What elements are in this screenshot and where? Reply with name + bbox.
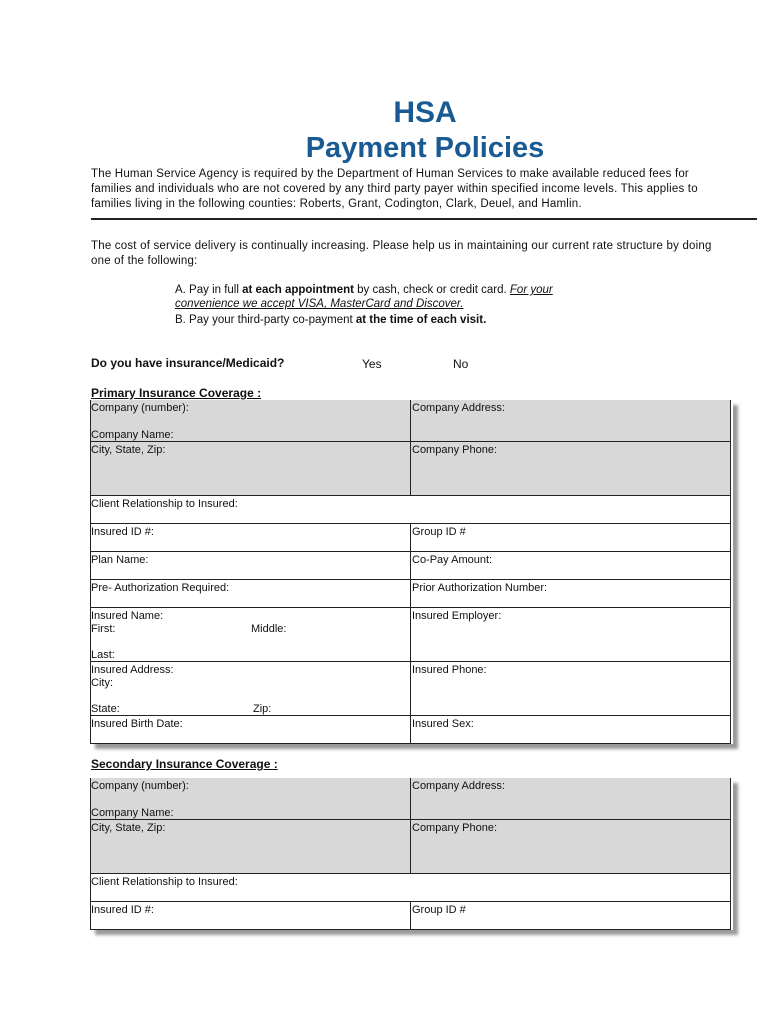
field-label: Company Name:	[91, 807, 174, 819]
table-row	[90, 552, 731, 580]
field-label: Co-Pay Amount:	[412, 554, 493, 566]
option-a-text: A. Pay in full	[175, 284, 243, 296]
field-label: City, State, Zip:	[91, 822, 166, 834]
field-label: Insured Sex:	[412, 718, 474, 730]
table-row	[90, 874, 731, 902]
option-b-bold: at the time of each visit.	[355, 314, 487, 326]
birth-date-field[interactable]	[90, 716, 411, 743]
cost-line: one of the following:	[91, 255, 198, 267]
field-label: Company Phone:	[412, 822, 497, 834]
field-label: Last:	[91, 649, 115, 661]
field-label: Client Relationship to Insured:	[91, 876, 238, 888]
field-label: Company Address:	[412, 780, 505, 792]
option-a	[175, 283, 553, 298]
sex-field[interactable]	[411, 716, 731, 743]
field-label: Company Phone:	[412, 444, 497, 456]
option-b-text: B. Pay your third-party co-payment	[175, 314, 356, 326]
table-row	[90, 902, 731, 930]
company-phone-field[interactable]	[411, 442, 731, 495]
field-label: Zip:	[253, 703, 272, 715]
field-label: Insured ID #:	[91, 904, 154, 916]
city-state-zip-field[interactable]	[90, 820, 411, 873]
client-relationship-field[interactable]	[90, 496, 731, 523]
option-a-text-2: by cash, check or credit card.	[353, 284, 510, 296]
insured-id-field[interactable]	[90, 524, 411, 551]
field-label: Insured Birth Date:	[91, 718, 183, 730]
option-b	[175, 313, 486, 328]
field-label: Prior Authorization Number:	[412, 582, 548, 594]
field-label: Company (number):	[91, 780, 189, 792]
option-a-bold: at each appointment	[242, 284, 354, 296]
intro-line: families and individuals who are not covered by any third party payer within specified income levels. This applies to	[91, 183, 698, 195]
field-label: Insured Address:	[91, 664, 174, 676]
primary-coverage-table	[90, 400, 733, 744]
insured-employer-field[interactable]	[411, 608, 731, 661]
company-address-field[interactable]	[411, 400, 731, 441]
secondary-coverage-table	[90, 778, 733, 930]
table-row	[90, 716, 731, 744]
field-label: Insured Employer:	[412, 610, 502, 622]
plan-name-field[interactable]	[90, 552, 411, 579]
client-relationship-field[interactable]	[90, 874, 731, 901]
visa-note-link-2[interactable]: convenience we accept VISA, MasterCard and Discover.	[175, 298, 464, 310]
cost-paragraph	[91, 239, 741, 269]
insured-phone-field[interactable]	[411, 662, 731, 715]
insured-id-field[interactable]	[90, 902, 411, 929]
table-row	[90, 662, 731, 716]
field-label: Company (number):	[91, 402, 189, 414]
city-state-zip-field[interactable]	[90, 442, 411, 495]
pre-auth-field[interactable]	[90, 580, 411, 607]
visa-note-link[interactable]: For your	[509, 284, 553, 296]
table-row	[90, 608, 731, 662]
table-row	[90, 496, 731, 524]
table-row	[90, 778, 731, 820]
field-label: City, State, Zip:	[91, 444, 166, 456]
field-label: Insured Phone:	[412, 664, 487, 676]
field-label: Pre- Authorization Required:	[91, 582, 230, 594]
field-label: City:	[91, 677, 113, 689]
field-label: State:	[91, 703, 120, 715]
table-row	[90, 442, 731, 496]
yes-option[interactable]: Yes	[362, 357, 382, 371]
intro-line: families living in the following counties: Roberts, Grant, Codington, Clark, Deuel, and Hamlin.	[91, 198, 582, 210]
group-id-field[interactable]	[411, 902, 731, 929]
divider	[91, 218, 757, 220]
cost-line: The cost of service delivery is continually increasing. Please help us in maintaining our current rate structure by doing	[91, 240, 712, 252]
table-row	[90, 820, 731, 874]
field-label: Group ID #	[412, 526, 466, 538]
insurance-question: Do you have insurance/Medicaid?	[91, 356, 285, 370]
insured-address-field[interactable]	[90, 662, 411, 715]
table-row	[90, 524, 731, 552]
field-label: First:	[91, 623, 116, 635]
primary-coverage-heading: Primary Insurance Coverage :	[91, 386, 262, 400]
intro-line: The Human Service Agency is required by the Department of Human Services to make available reduced fees for	[91, 168, 689, 180]
secondary-coverage-heading: Secondary Insurance Coverage :	[91, 757, 278, 771]
field-label: Plan Name:	[91, 554, 149, 566]
table-row	[90, 580, 731, 608]
intro-paragraph	[91, 167, 741, 212]
field-label: Insured ID #:	[91, 526, 154, 538]
prior-auth-field[interactable]	[411, 580, 731, 607]
no-option[interactable]: No	[453, 357, 469, 371]
company-phone-field[interactable]	[411, 820, 731, 873]
table-row	[90, 400, 731, 442]
field-label: Company Address:	[412, 402, 505, 414]
company-address-field[interactable]	[411, 778, 731, 819]
group-id-field[interactable]	[411, 524, 731, 551]
company-number-field[interactable]	[90, 778, 411, 819]
copay-field[interactable]	[411, 552, 731, 579]
field-label: Company Name:	[91, 429, 174, 441]
field-label: Insured Name:	[91, 610, 164, 622]
page-subtitle: Payment Policies	[305, 132, 545, 164]
field-label: Group ID #	[412, 904, 466, 916]
page-title: HSA	[393, 96, 457, 129]
field-label: Client Relationship to Insured:	[91, 498, 238, 510]
insured-name-field[interactable]	[90, 608, 411, 661]
company-number-field[interactable]	[90, 400, 411, 441]
field-label: Middle:	[251, 623, 287, 635]
